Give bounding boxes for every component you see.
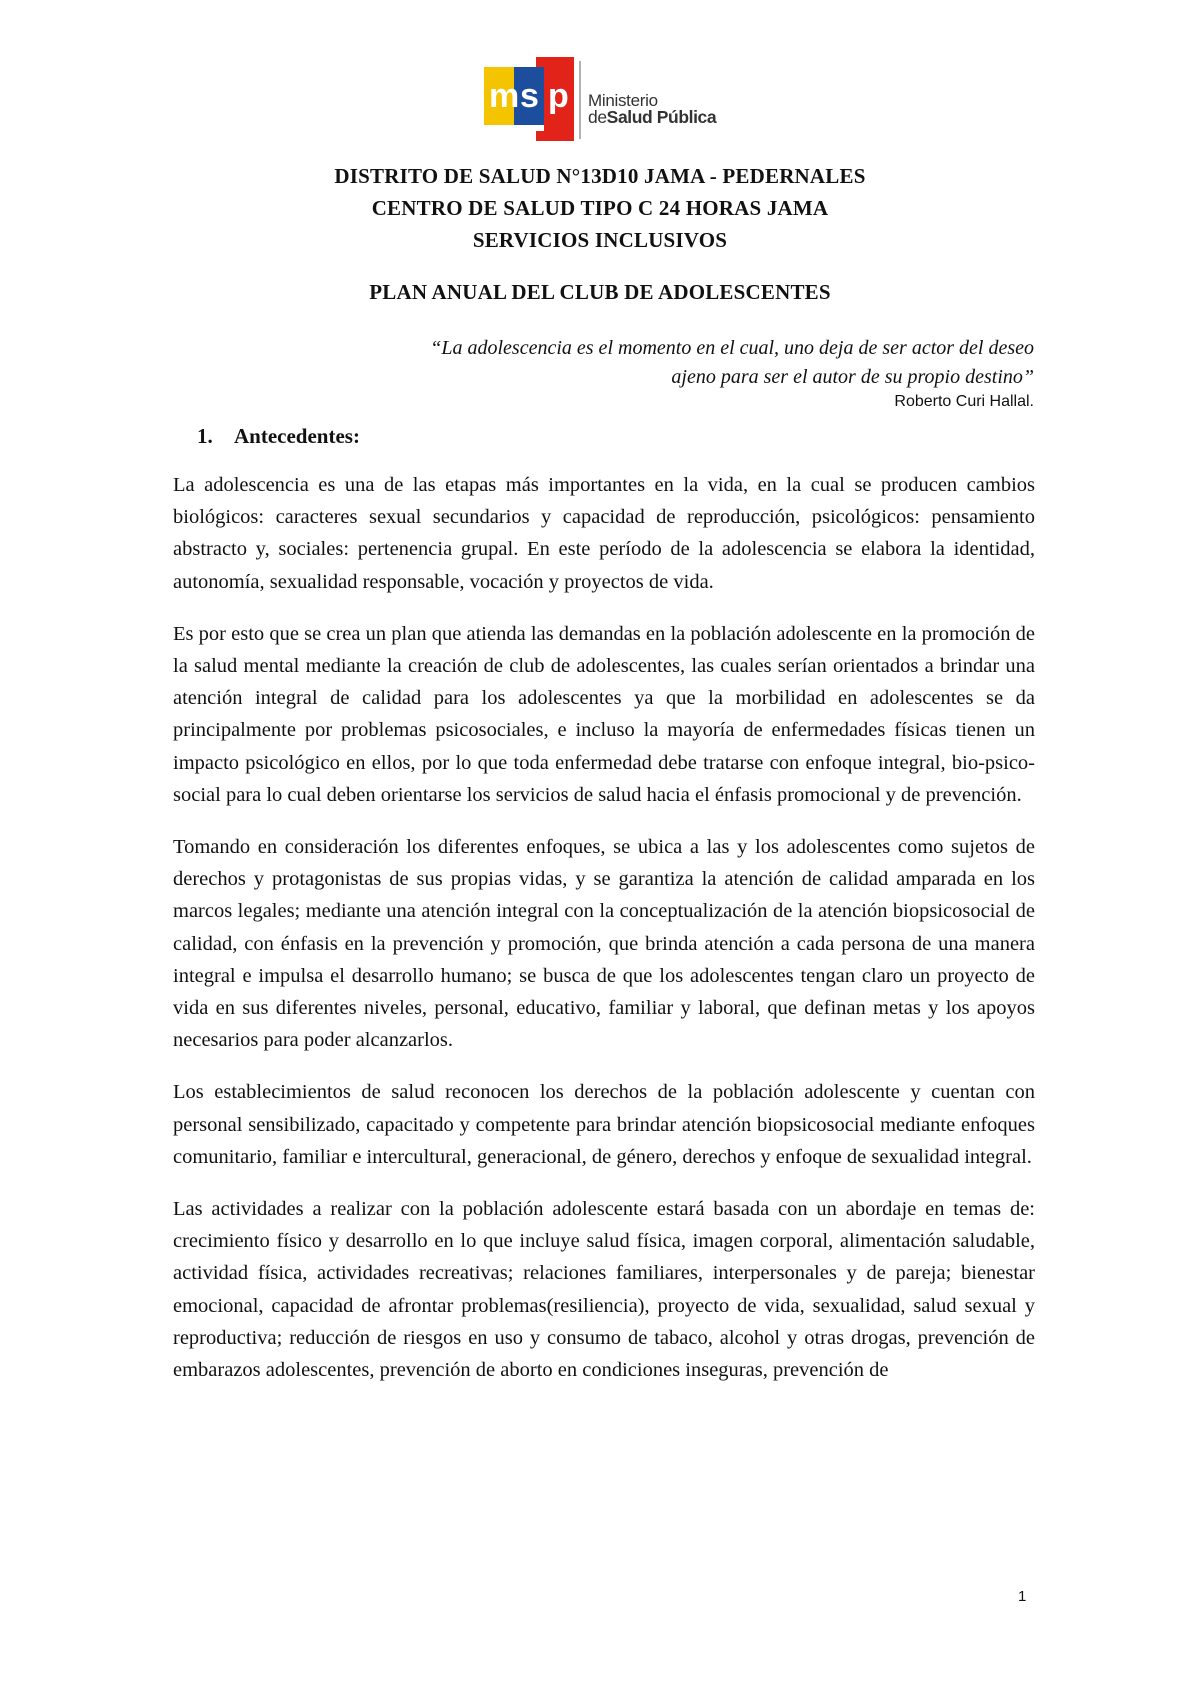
header-health-center: CENTRO DE SALUD TIPO C 24 HORAS JAMA [371,196,829,220]
page-number: 1 [1018,1588,1027,1605]
section-body [173,469,1035,1406]
logo-line-bold: Salud Pública [606,107,717,128]
logo-line-salud-publica [588,109,716,127]
ministry-logo [484,57,724,143]
paragraph: Es por esto que se crea un plan que atienda las demandas en la población adolescente en la promoción de la salud mental mediante la creación de club de adolescentes, las cuales serían orientados a brindar una atención integral de calidad para los adolescentes ya que la morbilidad en adolescentes se da principalmente por problemas psicosociales, e incluso la mayoría de enfermedades físicas tienen un impacto psicológico en ellos, por lo que toda enfermedad debe tratarse con enfoque integral, bio-psico-social para lo cual deben orientarse los servicios de salud hacia el énfasis promocional y de prevención. [173,622,1035,806]
document-header [0,160,1200,256]
paragraph: La adolescencia es una de las etapas más importantes en la vida, en la cual se producen cambios biológicos: caracteres sexual secundarios y capacidad de reproducción, psicológicos: pensamiento abstracto y, sociales: pertenencia grupal. En este período de la adolescencia se elabora la identidad, autonomía, sexualidad responsable, vocación y proyectos de vida. [173,474,1035,593]
logo-line-ministerio: Ministerio [588,91,658,110]
quote-line-1: “La adolescencia es el momento en el cual, uno deja de ser actor del deseo [430,337,1034,359]
paragraph: Tomando en consideración los diferentes enfoques, se ubica a las y los adolescentes como sujetos de derechos y protagonistas de sus propias vidas, y se garantiza la atención de calidad amparada en los marcos legales; mediante una atención integral con la conceptualización de la atención biopsicosocial de calidad, con énfasis en la prevención y promoción, que brinda atención a cada persona de una manera integral e impulsa el desarrollo humano; se busca de que los adolescentes tengan claro un proyecto de vida en sus diferentes niveles, personal, educativo, familiar y laboral, que definan metas y los apoyos necesarios para poder alcanzarlos. [173,836,1035,1052]
quote-line-2: ajeno para ser el autor de su propio destino” [671,366,1034,388]
logo-line-prefix: de [588,107,607,128]
logo-text [588,92,716,127]
header-services: SERVICIOS INCLUSIVOS [472,228,728,252]
logo-letter-m: m [489,77,520,115]
section-title: Antecedentes: [234,424,360,448]
msp-logo-mark [484,57,584,143]
logo-letter-p: p [548,77,569,115]
epigraph-quote [314,334,1034,392]
quote-author: Roberto Curi Hallal. [894,393,1034,410]
paragraph: Los establecimientos de salud reconocen los derechos de la población adolescente y cuentan con personal sensibilizado, capacitado y competente para brindar atención biopsicosocial mediante enfoques comunitario, familiar e intercultural, generacional, de género, derechos y enfoque de sexualidad integral. [173,1081,1035,1168]
header-district: DISTRITO DE SALUD N°13D10 JAMA - PEDERNALES [334,164,866,188]
paragraph: Las actividades a realizar con la población adolescente estará basada con un abordaje en temas de: crecimiento físico y desarrollo en lo que incluye salud física, imagen corporal, alimentación saludable, actividad física, actividades recreativas; relaciones familiares, interpersonales y de pareja; bienestar emocional, capacidad de afrontar problemas(resiliencia), proyecto de vida, sexualidad, salud sexual y reproductiva; reducción de riesgos en uso y consumo de tabaco, alcohol y otras drogas, prevención de embarazos adolescentes, prevención de aborto en condiciones inseguras, prevención de [173,1198,1035,1382]
section-number: 1. [197,424,213,448]
logo-letter-s: s [520,77,539,115]
document-title: PLAN ANUAL DEL CLUB DE ADOLESCENTES [369,280,831,304]
section-heading [197,424,360,449]
